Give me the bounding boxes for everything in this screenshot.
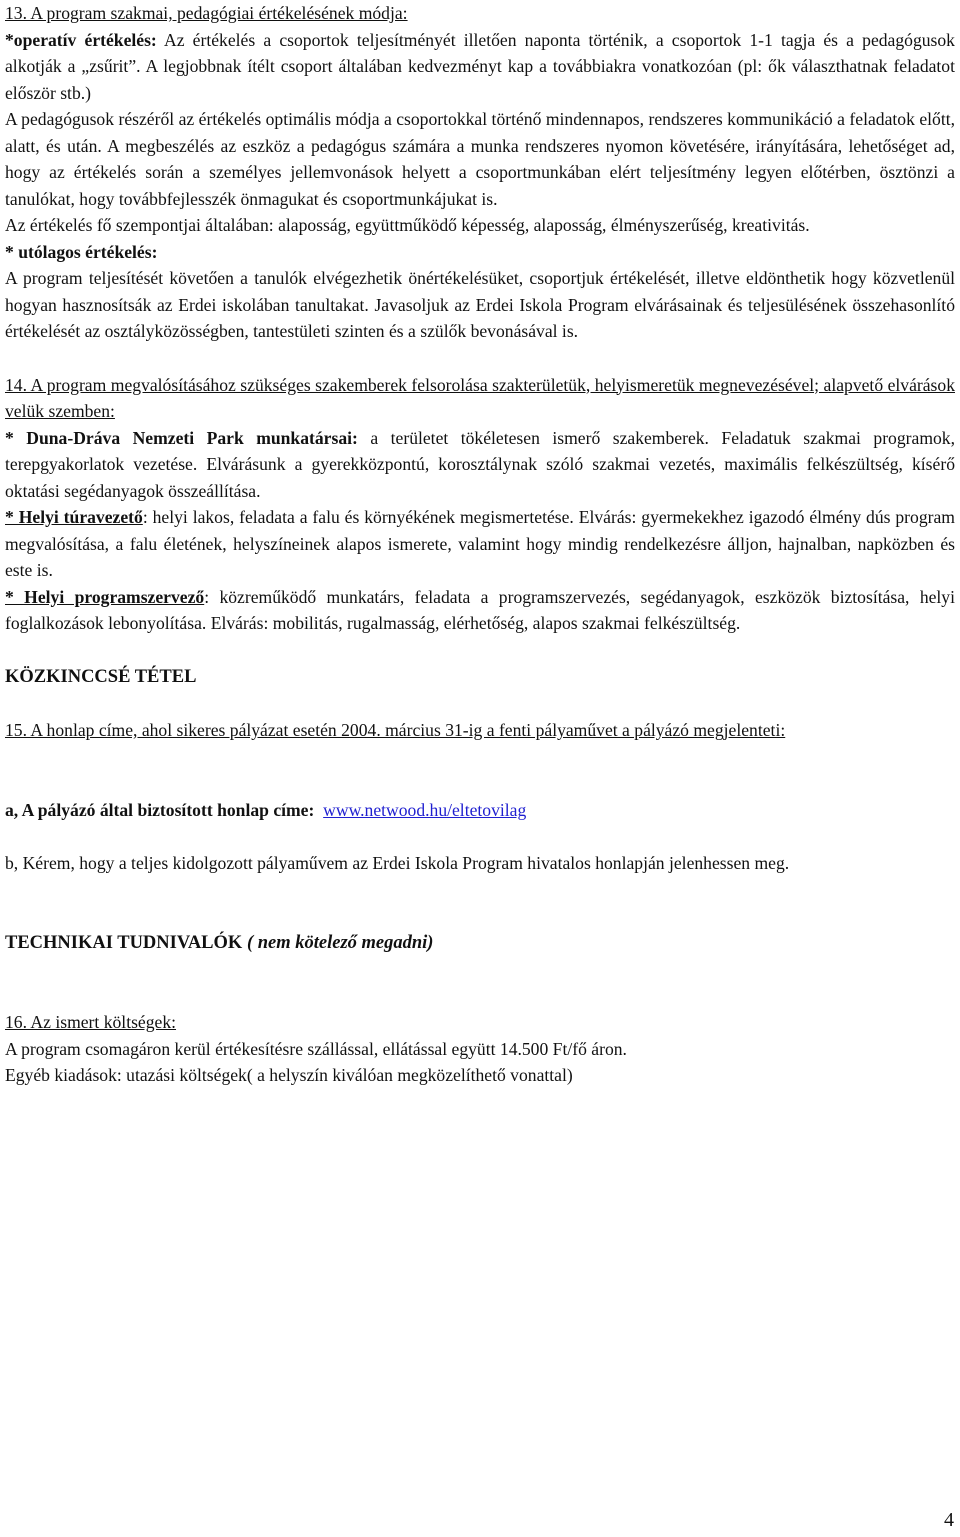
local-organizer-paragraph: * Helyi programszervező: közreműködő munkatárs, feladata a programszervezés, segédanyagok, eszközök biztosítása, helyi foglalkozások lebonyolítása. Elvárás: mobilitás, rugalmasság, elérhetőség, alapos szakmai felkészültség.: [5, 586, 955, 633]
section-16-heading: 16. Az ismert költségek:: [5, 1012, 177, 1032]
technical-info-title: TECHNIKAI TUDNIVALÓK ( nem kötelező megadni): [5, 932, 434, 953]
evaluation-criteria-paragraph: Az értékelés fő szempontjai általában: alaposság, együttműködő képesség, alaposság, élményszerűség, kreativitás.: [5, 215, 810, 235]
national-park-staff-paragraph: * Duna-Dráva Nemzeti Park munkatársai: a területet tökéletesen ismerő szakemberek. Feladatuk szakmai programok, terepgyakorlatok vezetése. Elvárásunk a gyerekközpontú, korosztálynak szóló szakmai vezetés, maximális felkészültség, kísérő oktatási segédanyagok összeállítása.: [5, 427, 955, 501]
other-costs-line: Egyéb kiadások: utazási költségek( a helyszín kiválóan megközelíthető vonattal): [5, 1065, 573, 1085]
public-domain-title: KÖZKINCCSÉ TÉTEL: [5, 666, 197, 687]
post-evaluation-paragraph: A program teljesítését követően a tanulók elvégezhetik önértékelésüket, csoportjuk értékelését, illetve eldönthetik hogy közvetlenül hogyan hasznosítsák az Erdei iskolában tanultakat. Javasoljuk az Erdei Iskola Program elvárásainak és teljesülésének összehasonlító értékelését az osztályközösségben, tantestületi szinten és a szülők bevonásával is.: [5, 268, 955, 341]
section-14-heading: 14. A program megvalósításához szükséges szakemberek felsorolása szakterületük, helyismeretük megnevezésével; alapvető elvárások velük szemben:: [5, 374, 955, 421]
local-guide-paragraph: * Helyi túravezető: helyi lakos, feladata a falu és környékének megismertetése. Elvárás: gyermekekhez igazodó élmény dús program megvalósítása, a falu életének, helyszíneinek alapos ismerete, valamint hogy mindig rendelkezésre álljon, hajnalban, napközben és este is.: [5, 507, 955, 580]
post-evaluation-label: * utólagos értékelés:: [5, 241, 158, 262]
section-15-heading: 15. A honlap címe, ahol sikeres pályázat esetén 2004. március 31-ig a fenti pályaművet a pályázó megjelenteti:: [5, 720, 786, 740]
publication-request-paragraph: b, Kérem, hogy a teljes kidolgozott pályaművem az Erdei Iskola Program hivatalos honlapján jelenhessen meg.: [5, 853, 790, 873]
website-address-line: a, A pályázó által biztosított honlap címe: www.netwood.hu/eltetovilag: [5, 799, 527, 820]
package-cost-line: A program csomagáron kerül értékesítésre szállással, ellátással együtt 14.500 Ft/fő áron.: [5, 1038, 627, 1059]
page-number: 4: [944, 1508, 954, 1531]
document-page: [5, 0, 955, 1089]
operative-evaluation-paragraph: *operatív értékelés: Az értékelés a csoportok teljesítményét illetően naponta történik, a csoportok 1-1 tagja és a pedagógusok alkotják a „zsűrit”. A legjobbnak ítélt csoport általában kedvezményt kap a továbbiakra vonatkozóan (pl: ők választhatnak feladatot először stb.): [5, 29, 955, 103]
operative-evaluation-label: *operatív értékelés:: [5, 29, 157, 50]
section-13-heading: 13. A program szakmai, pedagógiai értékelésének módja:: [5, 3, 408, 23]
website-link[interactable]: www.netwood.hu/eltetovilag: [323, 799, 527, 820]
teacher-evaluation-paragraph: A pedagógusok részéről az értékelés optimális módja a csoportokkal történő mindennapos, rendszeres kommunikáció a feladatok előtt, alatt, és után. A megbeszélés az eszköz a pedagógus számára a munka rendszeres nyomon követésére, irányítására, lehetőséget ad, hogy az értékelés során a személyes jellemvonások helyett a csoportmunkában elért teljesítmény legyen előtérben, ösztönzi a tanulókat, hogy továbbfejlesszék önmagukat és csoportmunkájukat is.: [5, 109, 955, 209]
